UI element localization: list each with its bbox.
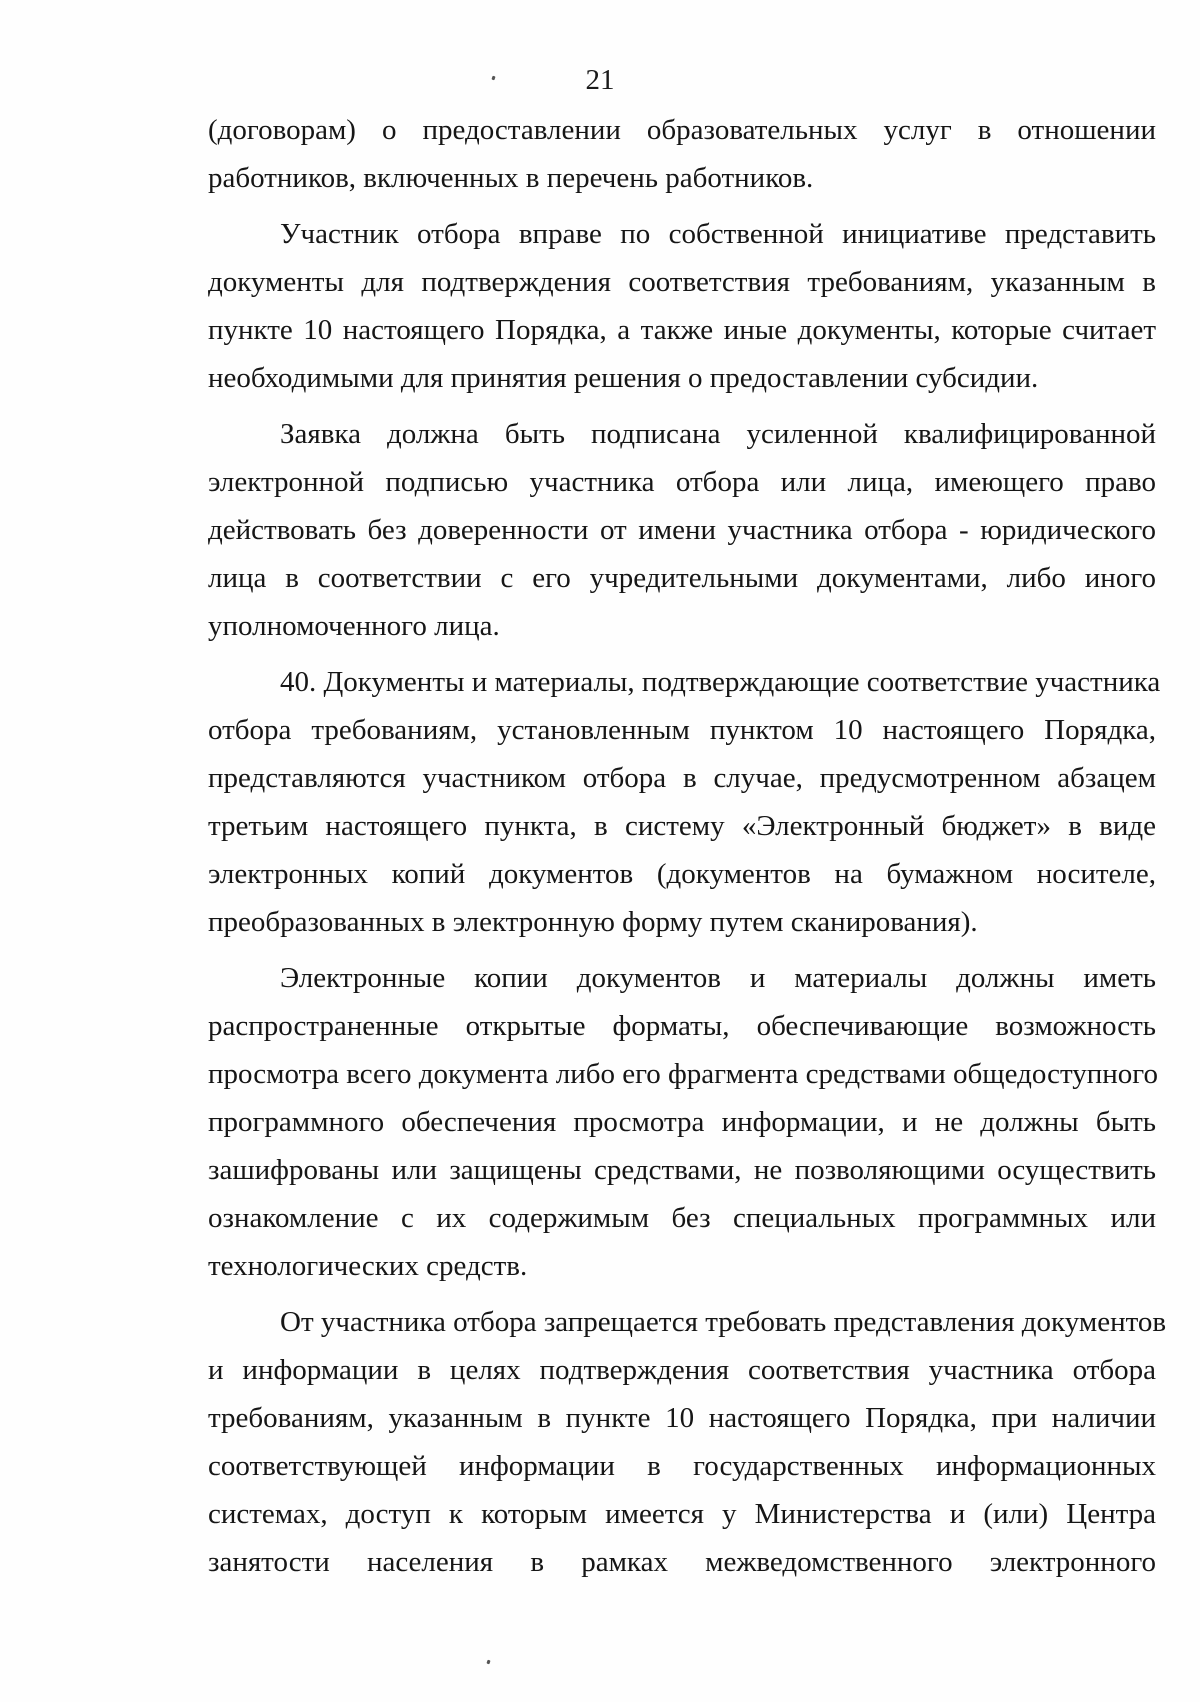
text-line: и информации в целях подтверждения соответствия участника отбора [208, 1354, 1156, 1386]
text-line: 40. Документы и материалы, подтверждающие соответствие участника [280, 666, 1161, 698]
scan-speck [486, 1660, 490, 1665]
page-number: 21 [585, 64, 615, 96]
text-line: необходимыми для принятия решения о предоставлении субсидии. [208, 362, 1039, 394]
text-line: пункте 10 настоящего Порядка, а также иные документы, которые считает [208, 314, 1156, 346]
text-line: лица в соответствии с его учредительными документами, либо иного [208, 562, 1156, 594]
text-line: просмотра всего документа либо его фрагмента средствами общедоступного [208, 1058, 1158, 1090]
text-line: электронных копий документов (документов на бумажном носителе, [208, 858, 1156, 890]
text-line: третьим настоящего пункта, в систему «Электронный бюджет» в виде [208, 810, 1156, 842]
text-line: электронной подписью участника отбора или лица, имеющего право [208, 466, 1156, 498]
text-line: представляются участником отбора в случае, предусмотренном абзацем [208, 762, 1156, 794]
text-line: системах, доступ к которым имеется у Министерства и (или) Центра [208, 1498, 1156, 1530]
text-line: технологических средств. [208, 1250, 528, 1282]
text-line: От участника отбора запрещается требовать представления документов [280, 1306, 1167, 1338]
text-line: Участник отбора вправе по собственной инициативе представить [280, 218, 1156, 250]
text-line: занятости населения в рамках межведомственного электронного [208, 1546, 1156, 1578]
text-line: Электронные копии документов и материалы должны иметь [280, 962, 1156, 994]
text-line: зашифрованы или защищены средствами, не позволяющими осуществить [208, 1154, 1156, 1186]
text-line: работников, включенных в перечень работников. [208, 162, 814, 194]
text-line: (договорам) о предоставлении образовательных услуг в отношении [208, 114, 1156, 146]
text-line: Заявка должна быть подписана усиленной квалифицированной [280, 418, 1156, 450]
text-line: документы для подтверждения соответствия требованиям, указанным в [208, 266, 1156, 298]
text-line: действовать без доверенности от имени участника отбора - юридического [208, 514, 1156, 546]
text-line: уполномоченного лица. [208, 610, 500, 642]
text-line: соответствующей информации в государственных информационных [208, 1450, 1156, 1482]
text-line: распространенные открытые форматы, обеспечивающие возможность [208, 1010, 1156, 1042]
text-line: требованиям, указанным в пункте 10 настоящего Порядка, при наличии [208, 1402, 1156, 1434]
text-line: преобразованных в электронную форму путем сканирования). [208, 906, 978, 938]
text-line: программного обеспечения просмотра информации, и не должны быть [208, 1106, 1156, 1138]
text-line: ознакомление с их содержимым без специальных программных или [208, 1202, 1156, 1234]
text-line: отбора требованиям, установленным пунктом 10 настоящего Порядка, [208, 714, 1156, 746]
